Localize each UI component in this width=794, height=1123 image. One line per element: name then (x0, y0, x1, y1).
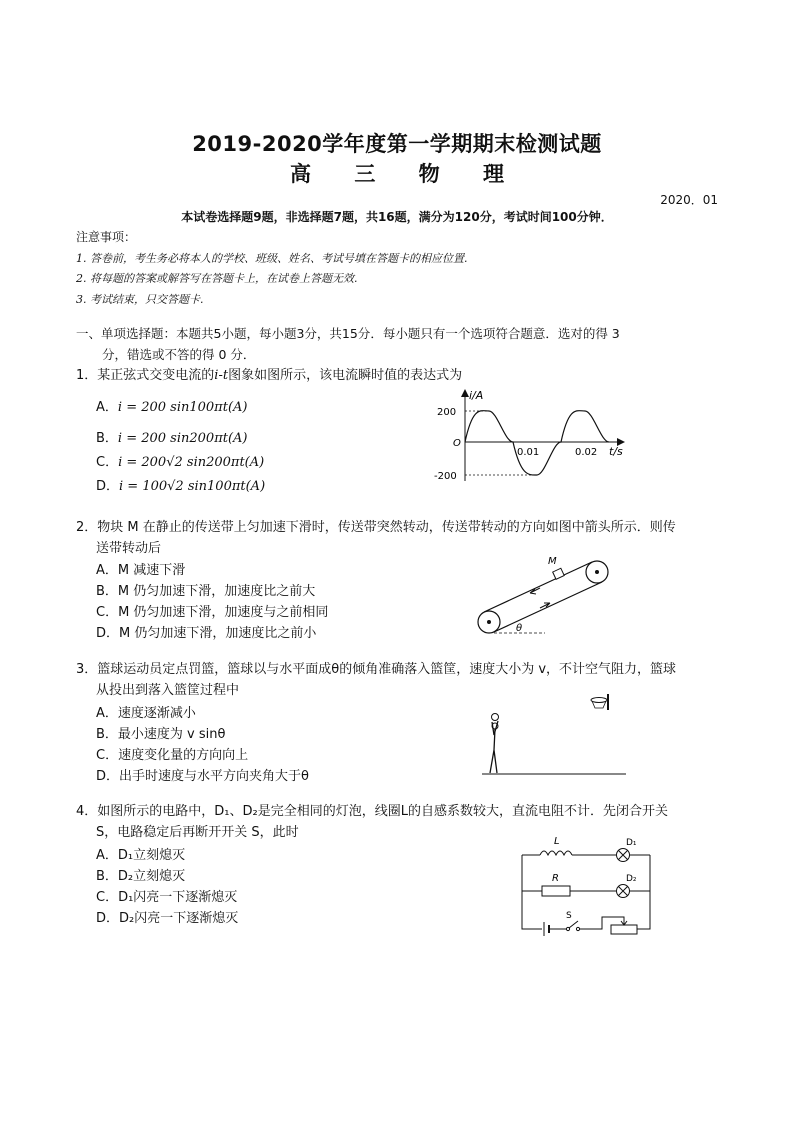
exam-title: 2019-2020学年度第一学期期末检测试题 (192, 132, 602, 156)
notice-heading: 注意事项： (76, 230, 137, 244)
q4-label-R: R (552, 873, 559, 884)
q4-switch-blade (569, 921, 578, 928)
q2-option-c[interactable]: C．M 仍匀加速下滑，加速度与之前相同 (96, 605, 329, 620)
notice-item-1: 1. 答卷前，考生务必将本人的学校、班级、姓名、考试号填在答题卡的相应位置. (76, 252, 468, 265)
q2-option-b[interactable]: B．M 仍匀加速下滑，加速度比之前大 (96, 584, 316, 599)
q1-xlabel: t/s (609, 445, 623, 458)
q4-stem-line2: S，电路稳定后再断开开关 S，此时 (96, 825, 299, 840)
q1-option-a-expr: i = 200 sin100πt(A) (117, 400, 248, 415)
q1-option-d-label: D． (96, 479, 120, 494)
q1-ytick-bottom: -200 (434, 471, 457, 482)
q2-upper-axle (595, 570, 599, 574)
q2-angle-label: θ (516, 623, 523, 634)
q4-option-d[interactable]: D．D₂闪亮一下逐渐熄灭 (96, 911, 239, 926)
q2-conveyor-figure (470, 550, 620, 640)
q2-belt-top (484, 562, 592, 612)
q1-option-d-expr: i = 100√2 sin100πt(A) (119, 479, 266, 494)
q1-option-b-expr: i = 200 sin200πt(A) (117, 431, 248, 446)
q1-stem-var: i-t (214, 368, 229, 383)
q4-resistor (542, 886, 570, 896)
q4-stem-line1: 4．如图所示的电路中，D₁、D₂是完全相同的灯泡，线圈L的自感系数较大，直流电阻不计．先闭合开关 (76, 804, 668, 819)
q3-option-b[interactable]: B．最小速度为 v sinθ (96, 727, 226, 742)
q1-option-a-label: A． (96, 400, 118, 415)
q1-sine-graph (425, 385, 635, 490)
q1-option-c-expr: i = 200√2 sin200πt(A) (118, 455, 265, 470)
q1-xtick1: 0.01 (517, 447, 540, 458)
subject-title: 高 三 物 理 (290, 162, 522, 186)
exam-date: 2020．01 (660, 193, 718, 207)
q2-belt-bottom (494, 582, 602, 632)
notice-item-3: 3. 考试结束，只交答题卡. (76, 293, 204, 306)
q2-block (553, 568, 565, 579)
q3-option-c[interactable]: C．速度变化量的方向向上 (96, 748, 249, 763)
q3-hoop (591, 698, 607, 703)
q3-stem-line1: 3．篮球运动员定点罚篮，篮球以与水平面成θ的倾角准确落入篮筐，速度大小为 v，不计空气阻力，篮球 (76, 662, 677, 677)
q3-basketball-figure (478, 690, 628, 780)
q1-option-b-label: B． (96, 431, 118, 446)
q4-label-D2: D₂ (626, 874, 637, 884)
q3-ball (492, 714, 499, 721)
q4-wires-outer (522, 855, 650, 929)
q2-lower-axle (487, 620, 491, 624)
q4-rheostat-slider (602, 917, 624, 925)
section1-line2: 分，错选或不答的得 0 分． (102, 347, 256, 362)
q1-option-b[interactable] (96, 427, 248, 446)
q1-option-c-label: C． (96, 455, 119, 470)
q1-xtick2: 0.02 (575, 447, 598, 458)
q2-stem-line1: 2．物块 M 在静止的传送带上匀加速下滑时，传送带突然转动，传送带转动的方向如图中箭头所示．则传 (76, 520, 676, 535)
q1-stem-b: 图象如图所示，该电流瞬时值的表达式为 (228, 368, 463, 383)
exam-info: 本试卷选择题9题，非选择题7题，共16题，满分为120分，考试时间100分钟． (181, 210, 613, 224)
q4-label-L: L (554, 836, 560, 847)
q1-option-d[interactable] (96, 475, 265, 494)
q4-inductor (540, 851, 572, 855)
q1-ytick-top: 200 (437, 407, 457, 418)
q4-switch-contact (576, 927, 579, 930)
q3-option-a[interactable]: A．速度逐渐减小 (96, 706, 196, 721)
q1-sine-curve (465, 411, 609, 475)
q1-ylabel: i/A (469, 389, 484, 402)
q1-stem-a: 1．某正弦式交变电流的 (76, 368, 215, 383)
q4-option-a[interactable]: A．D₁立刻熄灭 (96, 848, 186, 863)
q4-label-S: S (566, 911, 572, 921)
q4-option-c[interactable]: C．D₁闪亮一下逐渐熄灭 (96, 890, 238, 905)
q4-circuit-figure (512, 833, 662, 943)
q4-label-D1: D₁ (626, 838, 637, 848)
q4-rheostat (611, 925, 637, 934)
q1-option-a[interactable] (96, 396, 247, 415)
section1-line1: 一、单项选择题：本题共5小题，每小题3分，共15分．每小题只有一个选项符合题意．选对的得 3 (76, 326, 620, 341)
q3-stem-line2: 从投出到落入篮筐过程中 (96, 683, 240, 698)
q3-option-d[interactable]: D．出手时速度与水平方向夹角大于θ (96, 769, 309, 784)
q1-stem (76, 365, 728, 386)
q1-origin: O (453, 438, 461, 449)
q2-option-a[interactable]: A．M 减速下滑 (96, 563, 186, 578)
q1-option-c[interactable] (96, 451, 264, 470)
q2-stem-line2: 送带转动后 (96, 541, 162, 556)
q2-mass-label: M (548, 556, 557, 567)
notice-item-2: 2. 将每题的答案或解答写在答题卡上，在试卷上答题无效. (76, 272, 358, 285)
q4-option-b[interactable]: B．D₂立刻熄灭 (96, 869, 186, 884)
q2-option-d[interactable]: D．M 仍匀加速下滑，加速度比之前小 (96, 626, 317, 641)
